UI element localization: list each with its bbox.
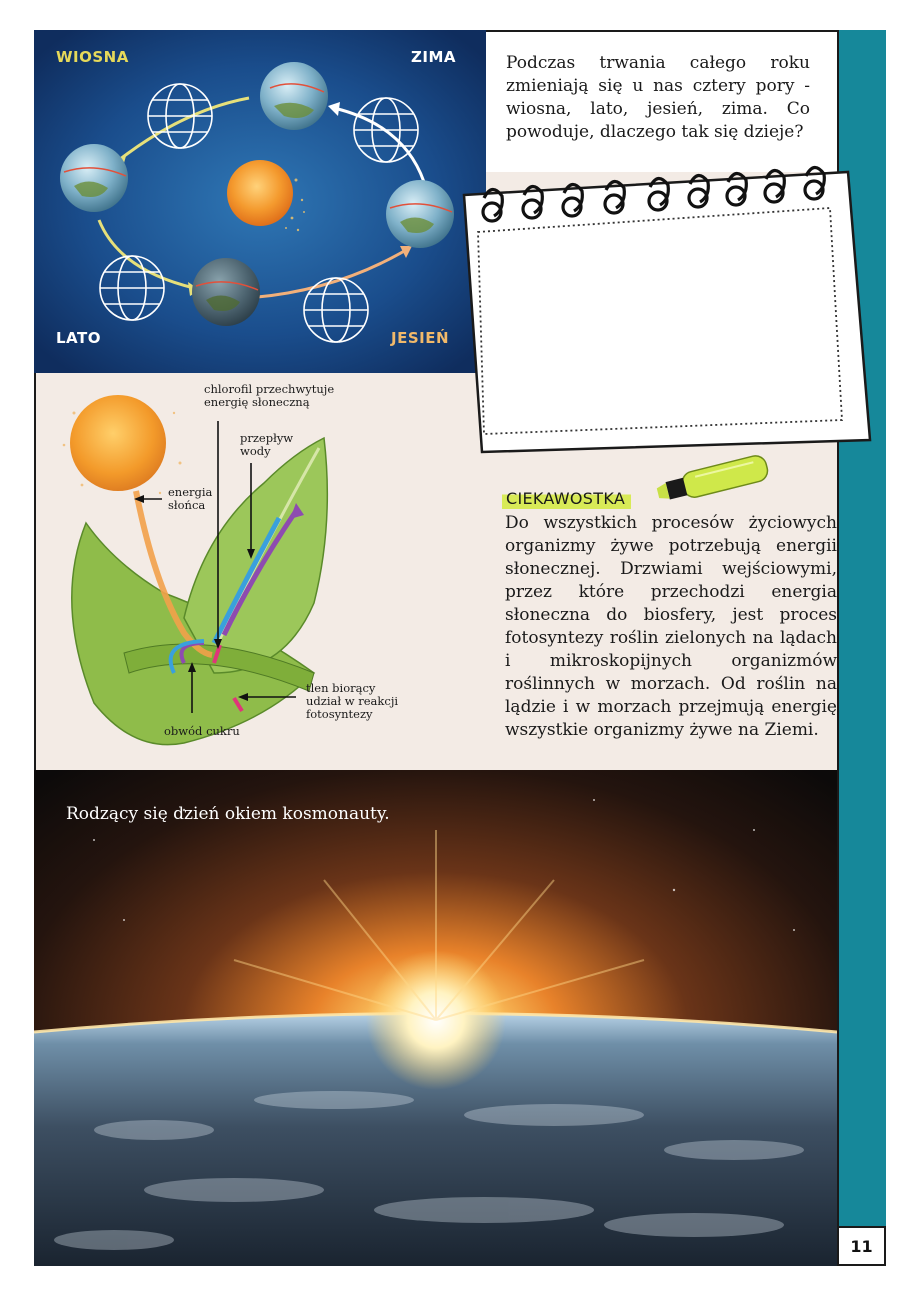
earth-globe-icon [260, 62, 328, 130]
earth-globe-icon [192, 258, 260, 326]
label-water-flow: przepływ wody [240, 431, 294, 458]
intro-question: Podczas trwania całego roku zmieniają się u nas cztery pory - wiosna, lato, jesień, zima. Co powoduje, dlaczego tak się dzieje? [506, 53, 810, 142]
label-chlorophyll: chlorofil przechwytuje energię słoneczną [204, 382, 335, 409]
seasons-illustration [34, 30, 486, 373]
sunrise-from-space-image [34, 770, 837, 1266]
earth-globe-icon [60, 144, 128, 212]
earth-sunrise-photo [34, 770, 837, 1266]
page-number: 11 [837, 1226, 886, 1266]
season-label-spring: WIOSNA [56, 48, 129, 66]
season-label-summer: LATO [56, 329, 101, 347]
season-label-winter: ZIMA [411, 48, 456, 66]
sun-icon [227, 160, 293, 226]
label-sugar-cycle: obwód cukru [164, 724, 240, 738]
label-oxygen: tlen biorący udział w reakcji fotosyntezy [306, 681, 399, 721]
earth-globe-icon [386, 180, 454, 248]
highlighter-marker-icon [652, 452, 778, 504]
earth-orbit-diagram [34, 30, 486, 373]
fact-title: CIEKAWOSTKA [502, 487, 631, 509]
label-solar-energy: energia słońca [168, 485, 213, 512]
season-label-autumn: JESIEŃ [391, 329, 450, 347]
fact-text: Do wszystkich procesów życiowych organizmy żywe potrzebują energii słonecznej. Drzwiami wejściowymi, przez które przechodzi energia słoneczna do biosfery, jest proces fotosyntezy roślin zielonych na lądach i mikroskopijnych organizmów roślinnych w morzach. Od roślin na lądzie i w morzach przejmują energię wszystkie organizmy żywe na Ziemi. [505, 513, 837, 740]
spiral-notepad [460, 150, 872, 460]
photosynthesis-diagram [34, 373, 486, 770]
notepad-answer-area[interactable] [460, 150, 872, 460]
photo-caption: Rodzący się dzień okiem kosmonauty. [66, 804, 390, 824]
sun-icon [70, 395, 166, 491]
